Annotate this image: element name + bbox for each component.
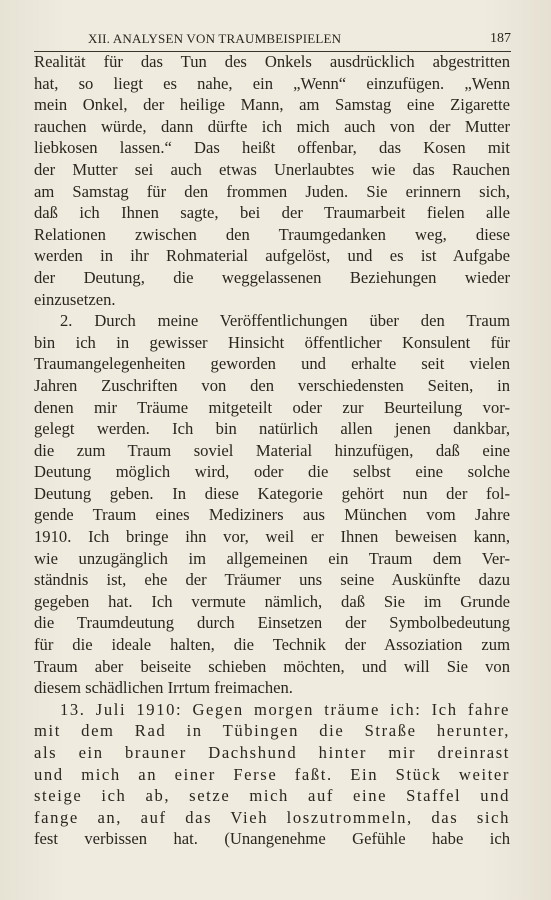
- text-line: Deutung möglich wird, oder die selbst eine solche: [34, 462, 510, 482]
- text-line: die zum Traum soviel Material hinzufügen, daß eine: [34, 440, 510, 460]
- text-line: einzusetzen.: [34, 289, 116, 309]
- text-line: wie unzugänglich im allgemeinen ein Traum dem Ver-: [34, 548, 510, 568]
- text-line: ständnis ist, ehe der Träumer uns seine Auskünfte dazu: [34, 570, 510, 590]
- text-line: mein Onkel, der heilige Mann, am Samstag eine Zigarette: [34, 95, 510, 115]
- text-line: und mich an einer Ferse faßt. Ein Stück weiter: [34, 764, 510, 784]
- text-line: denen mir Träume mitgeteilt oder zur Beurteilung vor-: [34, 397, 510, 417]
- text-line: diesem schädlichen Irrtum freimachen.: [34, 678, 293, 698]
- text-line: 13. Juli 1910: Gegen morgen träume ich: Ich fahre: [60, 699, 510, 719]
- text-line: der Mutter sei auch etwas Unerlaubtes wie das Rauchen: [34, 159, 510, 179]
- text-line: Traum aber beiseite schieben möchten, und will Sie von: [34, 656, 510, 676]
- text-line: rauchen würde, dann dürfte ich mich auch von der Mutter: [34, 116, 510, 136]
- text-line: daß ich Ihnen sagte, bei der Traumarbeit fielen alle: [34, 203, 510, 223]
- page-header: [34, 29, 511, 52]
- text-line: steige ich ab, setze mich auf eine Staffel und: [34, 786, 510, 806]
- text-line: Relationen zwischen den Traumgedanken weg, diese: [34, 224, 510, 244]
- text-line: Deutung geben. In diese Kategorie gehört nun der fol-: [34, 483, 510, 503]
- text-line: für die ideale halten, die Technik der Assoziation zum: [34, 635, 510, 655]
- text-line: der Deutung, die weggelassenen Beziehungen wieder: [34, 267, 510, 287]
- text-line: werden in ihr Rohmaterial aufgelöst, und es ist Aufgabe: [34, 246, 510, 266]
- text-line: Traumangelegenheiten geworden und erhalte seit vielen: [34, 354, 510, 374]
- text-line: fange an, auf das Vieh loszutrommeln, das sich: [34, 807, 510, 827]
- text-line: bin ich in gewisser Hinsicht öffentlicher Konsulent für: [34, 332, 510, 352]
- text-line: Jahren Zuschriften von den verschiedensten Seiten, in: [34, 375, 510, 395]
- text-line: als ein brauner Dachshund hinter mir dreinrast: [34, 743, 510, 762]
- text-line: gende Traum eines Mediziners aus München vom Jahre: [34, 505, 510, 525]
- text-line: gelegt werden. Ich bin natürlich allen jenen dankbar,: [34, 419, 510, 439]
- running-head: XII. ANALYSEN VON TRAUMBEISPIELEN: [88, 31, 342, 46]
- text-line: die Traumdeutung durch Einsetzen der Symbolbedeutung: [34, 613, 510, 633]
- text-line: Realität für das Tun des Onkels ausdrücklich abgestritten: [34, 52, 510, 71]
- page-number: 187: [490, 31, 511, 46]
- body-text: [34, 51, 510, 850]
- text-line: liebkosen lassen.“ Das heißt offenbar, das Kosen mit: [34, 138, 510, 158]
- text-line: am Samstag für den frommen Juden. Sie erinnern sich,: [34, 181, 510, 201]
- text-line: 2. Durch meine Veröffentlichungen über den Traum: [60, 311, 510, 331]
- text-line: hat, so liegt es nahe, ein „Wenn“ einzufügen. „Wenn: [34, 73, 510, 93]
- text-line: fest verbissen hat. (Unangenehme Gefühle habe ich: [34, 829, 510, 849]
- text-line: 1910. Ich bringe ihn vor, weil er Ihnen beweisen kann,: [34, 527, 510, 547]
- text-line: gegeben hat. Ich vermute nämlich, daß Sie im Grunde: [34, 591, 510, 611]
- text-line: mit dem Rad in Tübingen die Straße herunter,: [34, 721, 510, 741]
